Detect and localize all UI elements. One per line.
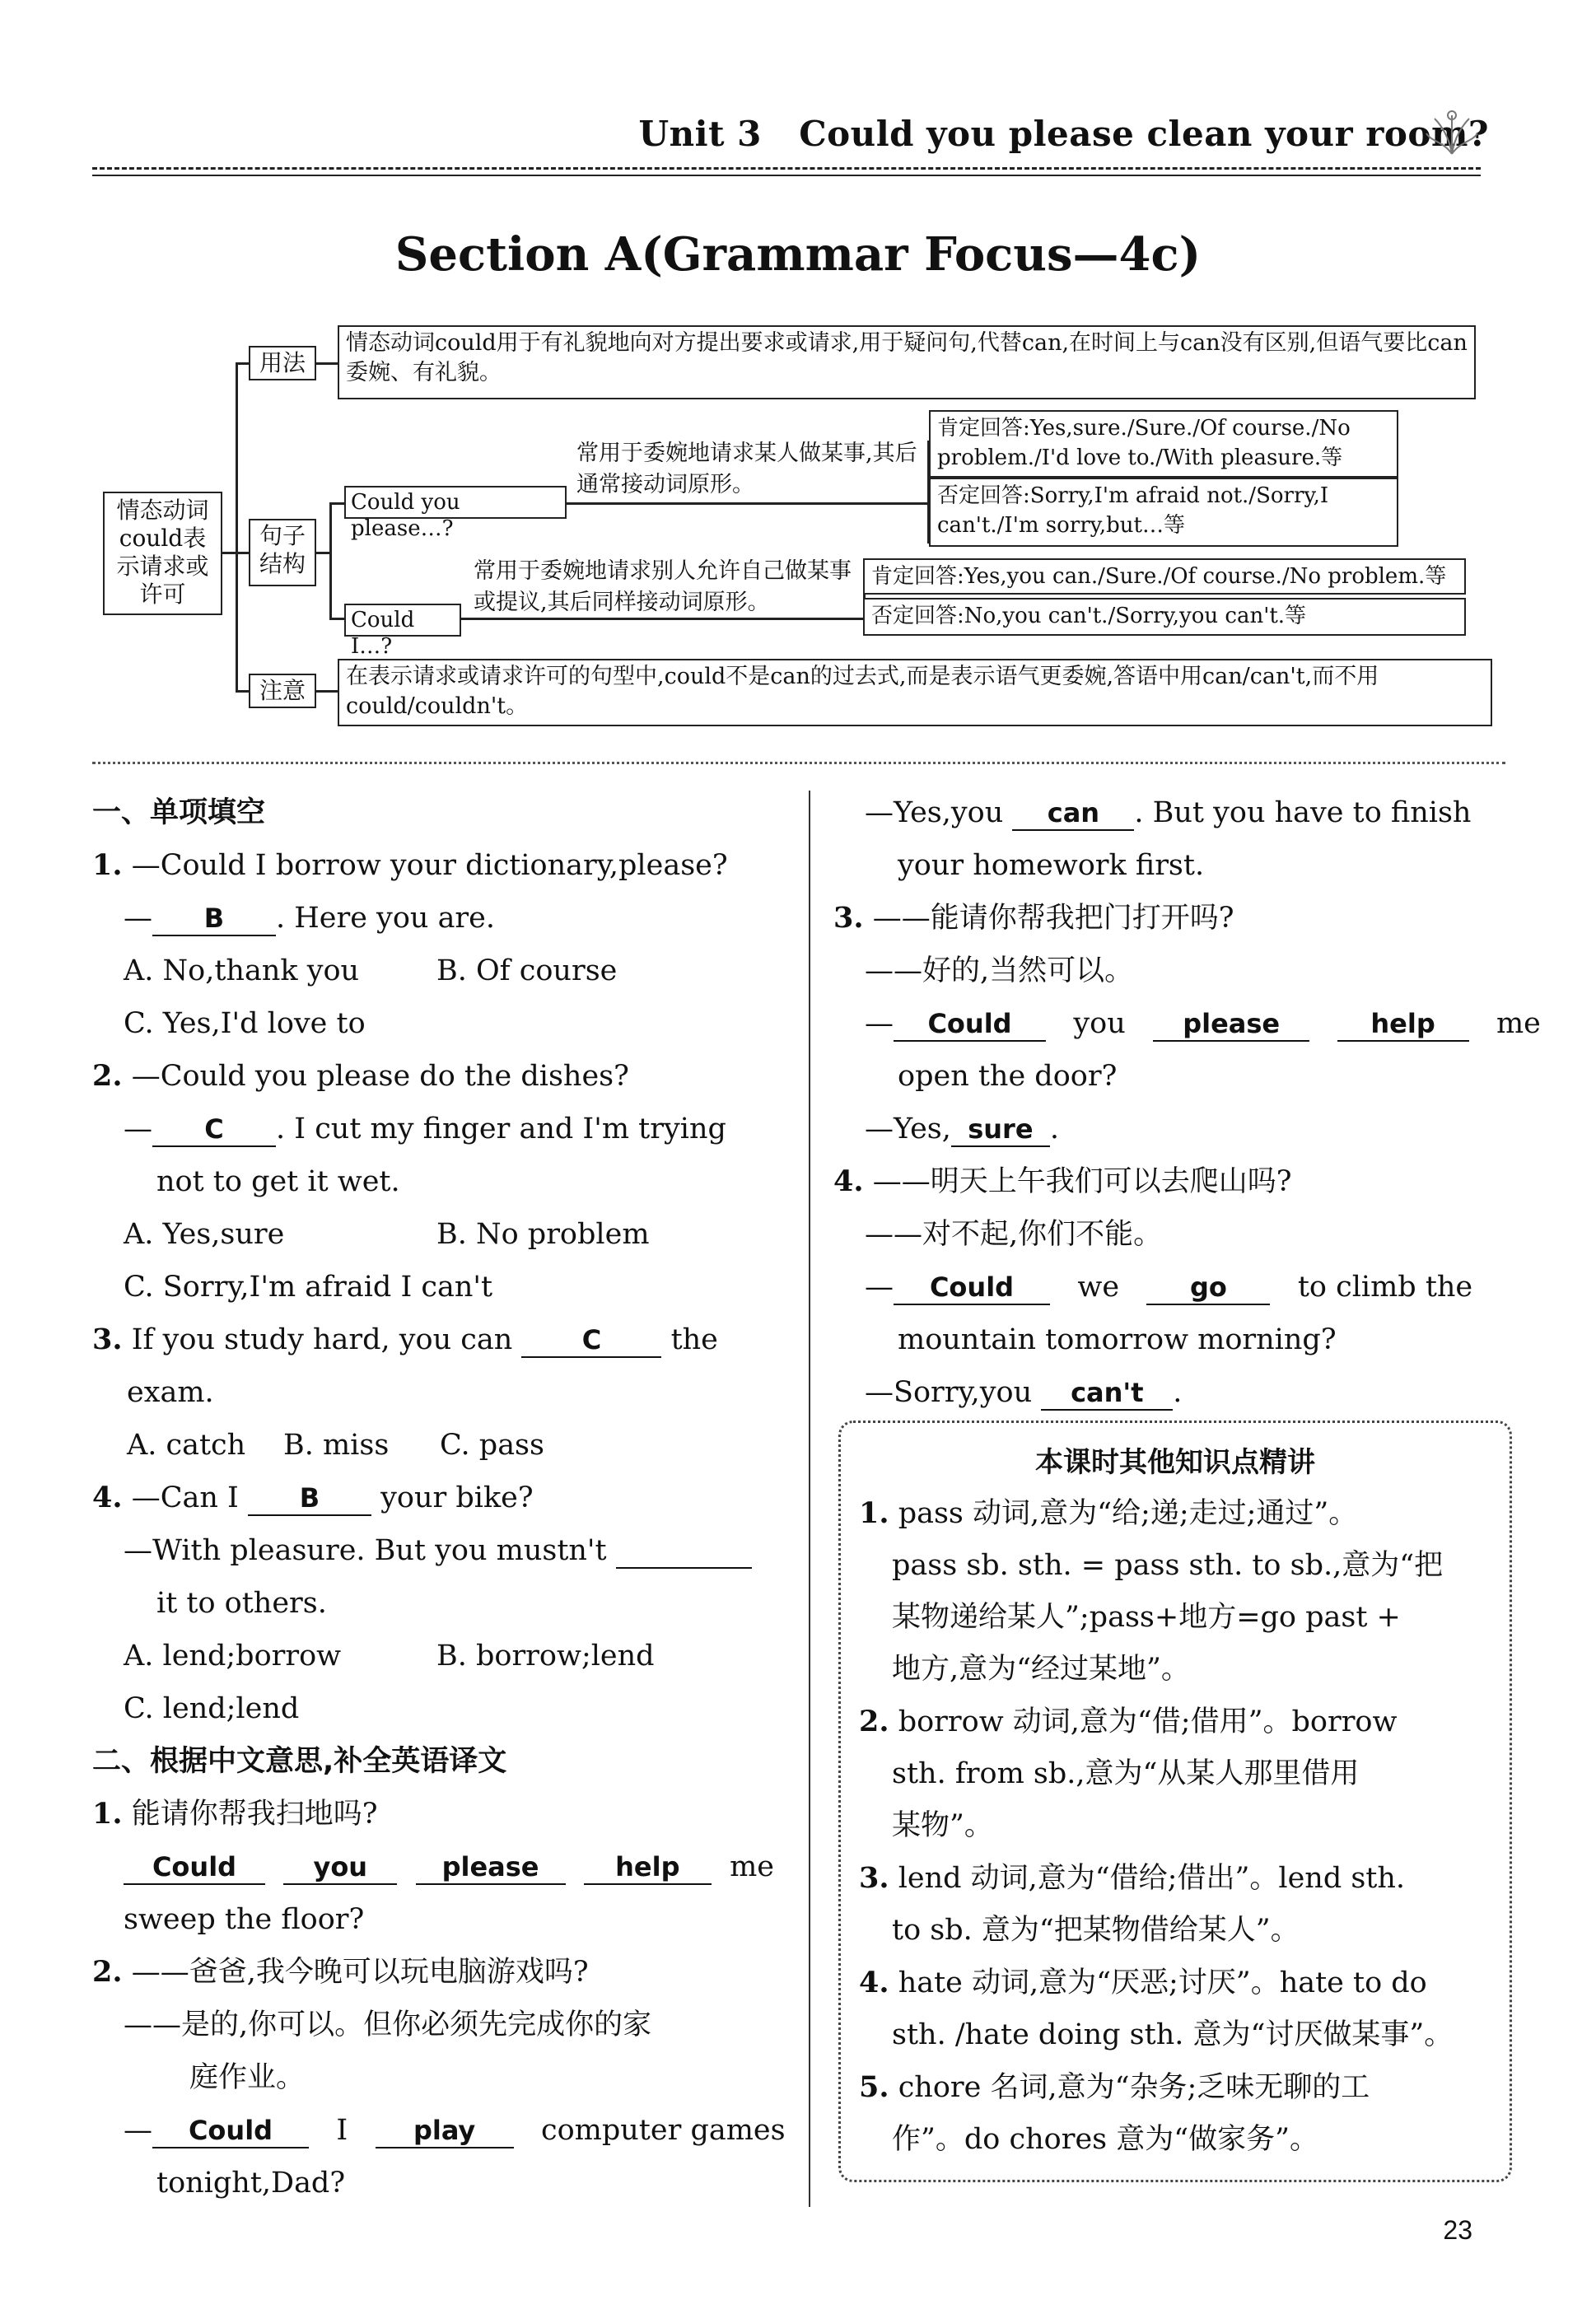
answer-blank[interactable]: B <box>248 1481 371 1516</box>
answer-blank[interactable]: B <box>152 902 276 936</box>
could-i-no-box: 否定回答:No,you can't./Sorry,you can't.等 <box>863 598 1466 636</box>
header-dashed-rule <box>92 167 1481 170</box>
part2-heading: 二、根据中文意思,补全英语译文 <box>92 1745 507 1778</box>
answer-blank[interactable]: C <box>152 1113 276 1147</box>
header-unit: Unit 3 <box>638 114 762 154</box>
answer-blank[interactable]: C <box>521 1323 661 1358</box>
answer-blank[interactable]: Could <box>152 2114 309 2148</box>
answer-blank[interactable]: play <box>376 2114 514 2148</box>
right-column: —Yes,you can . But you have to finish your homework first. 3. ——能请你帮我把门打开吗? ——好的,当然可以。 — Could you please help me open the door? —Yes, sure . 4. ——明天上午我们可以去爬山吗? ——对不起,你们不能。 — Could we go to climb the mountain tomorrow morning? —Sorry,you can't . <box>833 796 1541 1409</box>
answer-blank[interactable] <box>616 1534 752 1569</box>
answer-blank[interactable]: Could <box>124 1850 265 1885</box>
could-you-no-box: 否定回答:Sorry,I'm afraid not./Sorry,I can't./I'm sorry,but…等 <box>929 478 1398 547</box>
answer-blank[interactable]: Could <box>894 1007 1046 1042</box>
part1-heading: 一、单项填空 <box>92 796 266 829</box>
answer-blank[interactable]: please <box>1153 1007 1309 1042</box>
answer-blank[interactable]: can <box>1012 796 1134 831</box>
header-solid-rule <box>92 175 1481 176</box>
answer-blank[interactable]: help <box>1337 1007 1469 1042</box>
label-note: 注意 <box>249 674 316 708</box>
could-i-label: Could I…? <box>344 604 461 637</box>
flourish-ornament-icon <box>1423 109 1481 158</box>
running-header <box>638 114 1489 154</box>
usage-box: 情态动词could用于有礼貌地向对方提出要求或请求,用于疑问句,代替can,在时间上与can没有区别,但语气要比can委婉、有礼貌。 <box>338 325 1476 399</box>
answer-blank[interactable]: please <box>416 1850 566 1885</box>
section-title: Section A(Grammar Focus—4c) <box>394 227 1202 282</box>
answer-blank[interactable]: sure <box>951 1113 1050 1147</box>
page-number: 23 <box>1443 2215 1472 2245</box>
header-title: Could you please clean your room? <box>799 114 1489 154</box>
column-divider <box>809 791 810 2207</box>
could-you-note: 常用于委婉地请求某人做某事,其后通常接动词原形。 <box>576 441 917 497</box>
could-i-note: 常用于委婉地请求别人允许自己做某事或提议,其后同样接动词原形。 <box>474 558 852 615</box>
left-column: 一、单项填空 1. —Could I borrow your dictionary,please? — B . Here you are. A. No,thank you B. Of course C. Yes,I'd love to 2. —Could you please do the dishes? — C . I cut my finger and I'm trying not to get it wet. A. Yes,sure B. No problem C. Sorry,I'm afraid I can't 3. If you study hard, you can C the exam. A. catch B. miss C. pass 4. —Can I B your bike? —With pleasure. But you mustn't it to others. A. lend;borrow B. borrow;lend C. lend;lend 二、根据中文意思,补全英语译文 1. 能请你帮我扫地吗? Could you please help me sweep the floor? 2. ——爸爸,我今晚可以玩电脑游戏吗? ——是的,你可以。但你必须先完成你的家 庭作业。 — Could I play computer games tonight,Dad? <box>92 786 776 2209</box>
note-box: 在表示请求或请求许可的句型中,could不是can的过去式,而是表示语气更委婉,答语中用can/can't,而不用could/couldn't。 <box>338 659 1492 726</box>
answer-blank[interactable]: can't <box>1041 1376 1173 1411</box>
label-usage: 用法 <box>249 346 316 380</box>
answer-blank[interactable]: you <box>283 1850 397 1885</box>
could-you-label: Could you please…? <box>344 486 567 519</box>
answer-blank[interactable]: Could <box>894 1271 1050 1305</box>
label-structure: 句子结构 <box>249 519 316 586</box>
could-you-yes-box: 肯定回答:Yes,sure./Sure./Of course./No problem./I'd love to./With pleasure.等 <box>929 410 1398 478</box>
answer-blank[interactable]: help <box>584 1850 712 1885</box>
could-i-yes-box: 肯定回答:Yes,you can./Sure./Of course./No problem.等 <box>863 558 1466 595</box>
answer-blank[interactable]: go <box>1146 1271 1270 1305</box>
knowledge-tips-box: 本课时其他知识点精讲 1. pass 动词,意为“给;递;走过;通过”。 pass sb. sth. = pass sth. to sb.,意为“把 某物递给某人”;pass+地方=go past + 地方,意为“经过某地”。 2. borrow 动词,意为“借;借用”。borrow sth. from sb.,意为“从某人那里借用 某物”。 3. lend 动词,意为“借给;借出”。lend sth. to sb. 意为“把某物借给某人”。 4. hate 动词,意为“厌恶;讨厌”。hate to do sth. /hate doing sth. 意为“讨厌做某事”。 5. chore 名词,意为“杂务;乏味无聊的工 作”。do chores 意为“做家务”。 <box>838 1421 1512 2182</box>
section-divider <box>92 762 1505 764</box>
mindmap-root: 情态动词could表示请求或许可 <box>103 492 222 615</box>
tips-title: 本课时其他知识点精讲 <box>1035 1446 1315 1479</box>
